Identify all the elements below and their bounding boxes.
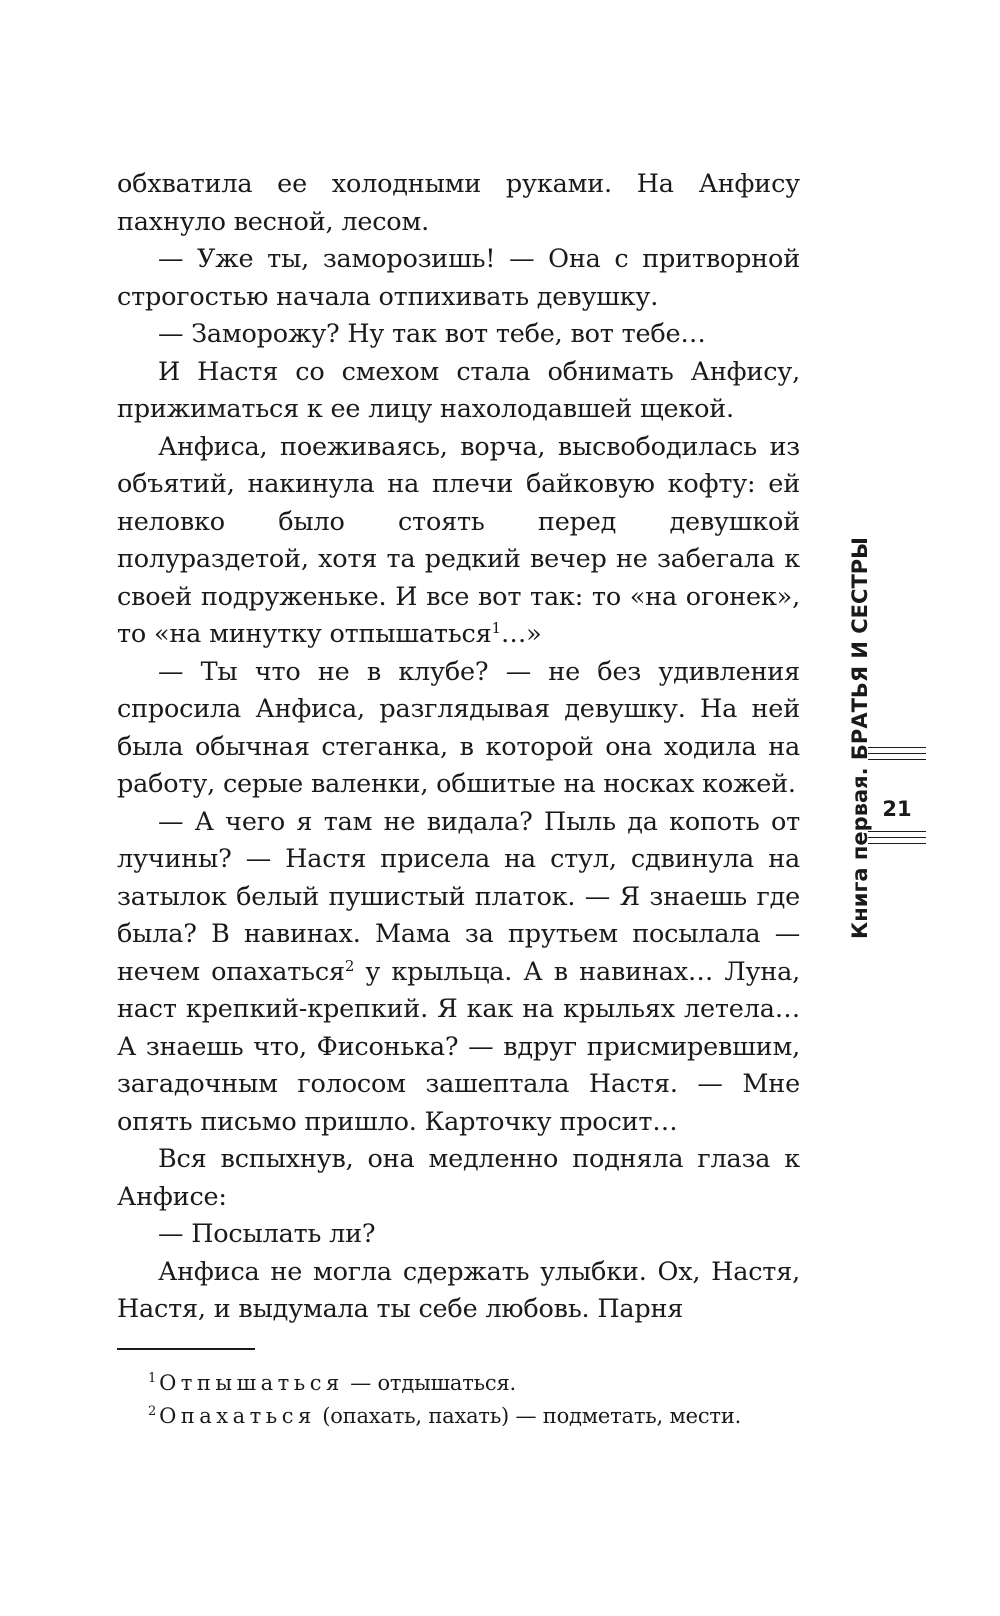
paragraph	[117, 429, 800, 654]
footnote-mark: 2	[148, 1404, 157, 1419]
folio-rule-top	[868, 753, 926, 754]
footnote-term: Отпышаться	[159, 1371, 344, 1395]
paragraph: И Настя со смехом стала обнимать Анфису, прижиматься к ее лицу нахолодавшей щекой.	[117, 356, 800, 424]
folio-rule-bottom	[868, 831, 926, 832]
footnote	[117, 1400, 800, 1433]
footnote-ref[interactable]: 2	[344, 956, 355, 975]
paragraph: — Заморожу? Ну так вот тебе, вот тебе…	[158, 319, 706, 349]
paragraph-text: …»	[500, 619, 542, 649]
folio-rule-bottom	[868, 837, 926, 838]
paragraph-text: — А чего я там не видала? Пыль да копоть от лучины? — Настя присела на стул, сдвинула на затылок белый пушистый платок. — Я знаешь где была? В навинах. Мама за прутьем посылала — нечем опахаться	[117, 806, 800, 987]
paragraph: Вся вспыхнув, она медленно подняла глаза к Анфисе:	[117, 1144, 800, 1212]
footnote-text: (опахать, пахать) — подметать, мести.	[315, 1404, 742, 1428]
paragraph: — Ты что не в клубе? — не без удивления спросила Анфиса, разглядывая девушку. На ней была обычная стеганка, в которой она ходила на работу, серые валенки, обшитые на носках кожей.	[117, 656, 800, 799]
folio-rule-top	[868, 747, 926, 748]
page-number: 21	[882, 797, 912, 821]
paragraph: обхватила ее холодными руками. На Анфису пахнуло весной, лесом.	[117, 169, 800, 237]
footnote-text: — отдышаться.	[343, 1371, 516, 1395]
running-head: Книга первая. БРАТЬЯ И СЕСТРЫ	[848, 537, 872, 939]
footnote-mark: 1	[148, 1371, 157, 1386]
paragraph: — Уже ты, заморозишь! — Она с притворной строгостью начала отпихивать девушку.	[117, 244, 800, 312]
paragraph: Анфиса не могла сдержать улыбки. Ох, Настя, Настя, и выдумала ты себе любовь. Парня	[117, 1256, 800, 1324]
paragraph	[117, 804, 800, 1142]
paragraph: — Посылать ли?	[158, 1219, 376, 1249]
footnote-ref[interactable]: 1	[491, 619, 501, 637]
folio-rule-top	[868, 759, 926, 760]
paragraph-text: Анфиса, поеживаясь, ворча, высвободилась из объятий, накинула на плечи байковую кофту: ей неловко было стоять перед девушкой полураздетой, хотя та редкий вечер не забегала к своей подруженьке. И все вот так: то «на огонек», то «на минутку отпышаться	[117, 431, 800, 649]
body-text	[117, 166, 800, 1329]
paragraph-text: у крыльца. А в навинах… Луна, наст крепкий-крепкий. Я как на крыльях летела… А знаешь что, Фисонька? — вдруг присмиревшим, загадочным голосом зашептала Настя. — Мне опять письмо пришло. Карточку просит…	[117, 956, 800, 1137]
footnote-divider	[117, 1348, 255, 1350]
folio-rule-bottom	[868, 843, 926, 844]
footnotes	[117, 1367, 800, 1433]
footnote	[117, 1367, 800, 1400]
footnote-term: Опахаться	[159, 1404, 316, 1428]
